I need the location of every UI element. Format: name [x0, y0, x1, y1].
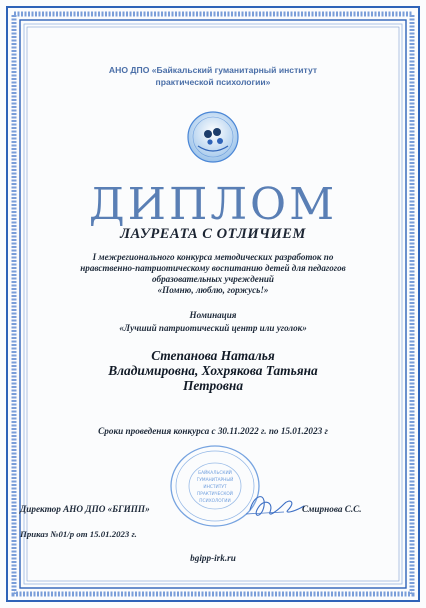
- contest-line-2: нравственно-патриотическому воспитанию детей для педагогов: [80, 263, 346, 273]
- nomination-value: «Лучший патриотический центр или уголок»: [119, 323, 307, 333]
- contest-line-4: «Помню, люблю, горжусь!»: [157, 285, 269, 295]
- website-link[interactable]: bgipp-irk.ru: [190, 553, 236, 563]
- director-title: Директор АНО ДПО «БГИПП»: [20, 504, 150, 514]
- svg-text:ИНСТИТУТ: ИНСТИТУТ: [203, 485, 227, 490]
- laureate-line-3: Петровна: [182, 378, 244, 393]
- svg-text:БАЙКАЛЬСКИЙ: БАЙКАЛЬСКИЙ: [198, 471, 232, 476]
- contest-line-3: образовательных учреждений: [151, 274, 274, 284]
- signature-icon: [244, 488, 308, 524]
- order-number: Приказ №01/р от 15.01.2023 г.: [20, 529, 137, 539]
- organization-name: [0, 64, 426, 88]
- diploma-title: ДИПЛОМ: [88, 179, 338, 230]
- organization-line-2: практической психологии»: [155, 77, 271, 87]
- institute-logo-icon: [186, 110, 240, 164]
- director-name: Смирнова С.С.: [302, 504, 362, 514]
- svg-text:ПРАКТИЧЕСКОЙ: ПРАКТИЧЕСКОЙ: [197, 492, 233, 497]
- contest-dates: Сроки проведения конкурса с 30.11.2022 г. по 15.01.2023 г: [98, 426, 328, 436]
- diploma-subtitle: ЛАУРЕАТА С ОТЛИЧИЕМ: [120, 226, 306, 242]
- laureate-line-2: Владимировна, Хохрякова Татьяна: [108, 363, 318, 378]
- laureate-line-1: Степанова Наталья: [151, 348, 275, 363]
- svg-text:ГУМАНИТАРНЫЙ: ГУМАНИТАРНЫЙ: [196, 478, 234, 483]
- laureate-names: [0, 348, 426, 393]
- contest-line-1: I межрегионального конкурса методических разработок по: [92, 252, 334, 262]
- contest-description: [0, 252, 426, 296]
- nomination-label: Номинация: [189, 310, 237, 320]
- svg-text:ПСИХОЛОГИИ: ПСИХОЛОГИИ: [199, 499, 231, 504]
- organization-line-1: АНО ДПО «Байкальский гуманитарный институт: [108, 65, 318, 75]
